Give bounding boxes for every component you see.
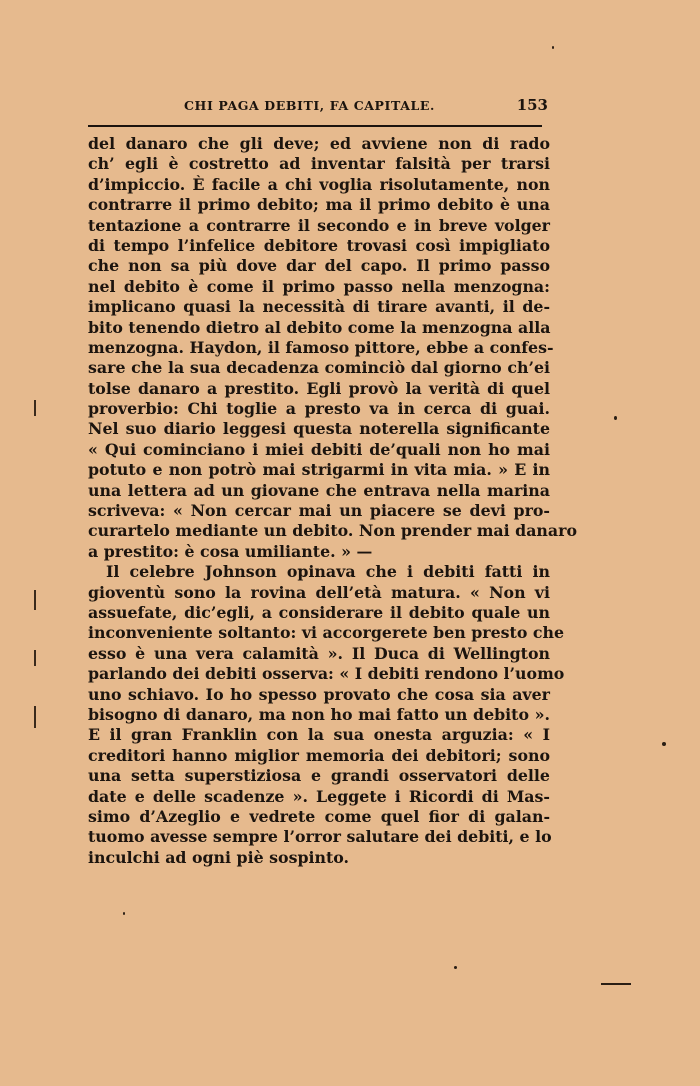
text-line: di tempo l’infelice debitore trovasi così impigliato [88,235,550,255]
speck [552,46,554,49]
text-line: assuefate, dic’egli, a considerare il debito quale un [88,602,550,622]
text-line: inculchi ad ogni piè sospinto. [88,847,350,867]
text-line: una lettera ad un giovane che entrava nella marina [88,480,550,500]
text-line: implicano quasi la necessità di tirare avanti, il de- [88,297,550,317]
text-line: bisogno di danaro, ma non ho mai fatto un debito ». [88,704,550,724]
text-line: potuto e non potrò mai strigarmi in vita mia. » E in [88,460,550,480]
speck [662,742,666,746]
text-line: tentazione a contrarre il secondo e in breve volger [88,215,550,235]
text-line: gioventù sono la rovina dell’età matura. « Non vi [88,582,550,602]
margin-mark [34,706,36,728]
text-line: che non sa più dove dar del capo. Il primo passo [88,256,550,276]
text-line: esso è una vera calamità ». Il Duca di Wellington [88,643,550,663]
body-text [88,134,578,868]
margin-mark [34,650,36,666]
text-line: « Qui cominciano i miei debiti de’quali non ho mai [88,439,550,459]
margin-mark [34,590,36,610]
text-line: bito tenendo dietro al debito come la menzogna alla [88,317,551,337]
text-line: ch’ egli è costretto ad inventar falsità per trarsi [88,154,550,174]
text-line: inconveniente soltanto: vi accorgerete ben presto che [88,623,565,643]
speck [123,912,125,915]
text-line: proverbio: Chi toglie a presto va in cerca di guai. [88,399,550,419]
text-line: contrarre il primo debito; ma il primo debito è una [88,195,550,215]
margin-mark [34,400,36,416]
text-line: curartelo mediante un debito. Non prender mai danaro [88,521,578,541]
text-line: nel debito è come il primo passo nella menzogna: [88,276,550,296]
text-line: tolse danaro a prestito. Egli provò la verità di quel [88,378,550,398]
text-line: menzogna. Haydon, il famoso pittore, ebbe a confes- [88,337,554,357]
text-line: uno schiavo. Io ho spesso provato che cosa sia aver [88,684,550,704]
running-head [88,96,550,120]
speck [614,416,617,420]
text-line: E il gran Franklin con la sua onesta arguzia: « I [88,725,550,745]
running-head-title: CHI PAGA DEBITI, FA CAPITALE. [184,98,435,113]
header-rule [88,125,542,127]
page-number: 153 [516,96,548,114]
text-line: a prestito: è cosa umiliante. » — [88,541,373,561]
text-line: simo d’Azeglio e vedrete come quel fior di galan- [88,806,550,826]
paragraph-start-line: Il celebre Johnson opinava che i debiti fatti in [106,562,550,582]
text-line: scriveva: « Non cercar mai un piacere se devi pro- [88,501,550,521]
speck [454,966,457,969]
text-line: una setta superstiziosa e grandi osservatori delle [88,766,550,786]
text-line: tuomo avesse sempre l’orror salutare dei debiti, e lo [88,827,552,847]
dash-mark [601,983,631,985]
text-line: parlando dei debiti osserva: « I debiti rendono l’uomo [88,664,565,684]
text-line: Nel suo diario leggesi questa noterella significante [88,419,550,439]
text-line: creditori hanno miglior memoria dei debitori; sono [88,745,550,765]
text-line: sare che la sua decadenza cominciò dal giorno ch’ei [88,358,550,378]
text-line: d’impiccio. È facile a chi voglia risolutamente, non [88,174,550,194]
text-line: del danaro che gli deve; ed avviene non di rado [88,134,550,153]
text-line: date e delle scadenze ». Leggete i Ricordi di Mas- [88,786,550,806]
